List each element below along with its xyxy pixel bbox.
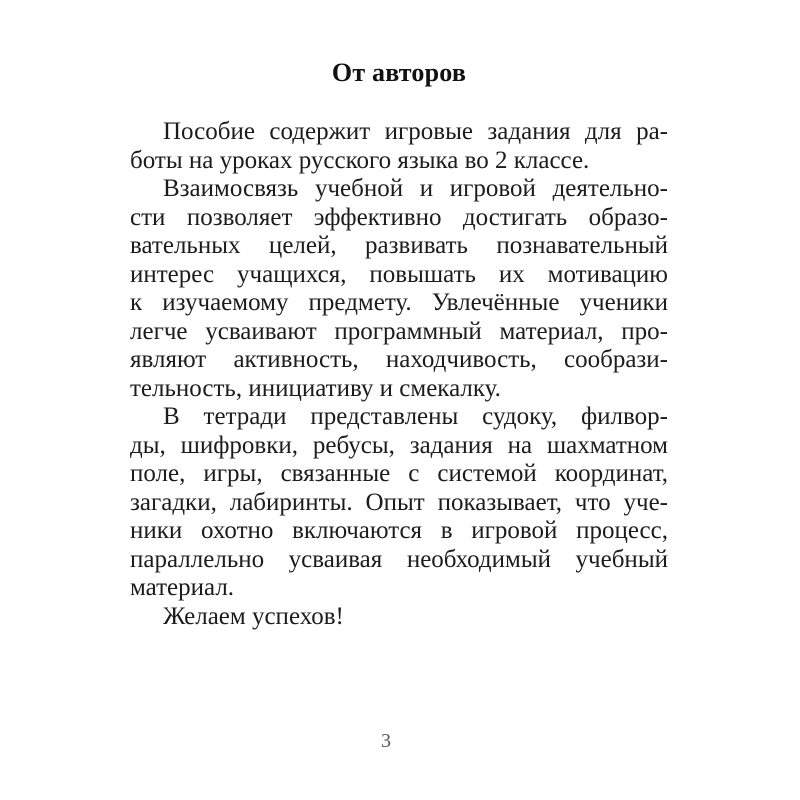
text-line: поле, игры, связанные с системой координат, [130, 460, 668, 487]
text-line: Взаимосвязь учебной и игровой деятельно- [163, 175, 668, 202]
text-line: загадки, лабиринты. Опыт показывает, что уче- [130, 488, 668, 516]
paragraph [130, 175, 668, 403]
text-line: сти позволяет эффективно достигать образо- [130, 203, 668, 231]
text-line: являют активность, находчивость, сообрази- [130, 346, 668, 373]
page-title: От авторов [331, 58, 467, 87]
text-line: легче усваивают программный материал, про- [130, 317, 668, 345]
paragraph [130, 118, 668, 175]
text-line: В тетради представлены судоку, филвор- [163, 403, 668, 430]
text-line: ники охотно включаются в игровой процесс, [130, 517, 668, 544]
paragraph [130, 403, 668, 603]
text-line: вательных целей, развивать познавательный [130, 232, 668, 259]
page-content [130, 58, 668, 631]
text-line: боты на уроках русского языка во 2 классе. [130, 146, 590, 174]
text-line: Пособие содержит игровые задания для ра- [163, 118, 668, 145]
text-line: параллельно усваивая необходимый учебный [130, 545, 668, 573]
body-text [130, 118, 668, 631]
text-line: ды, шифровки, ребусы, задания на шахматном [130, 431, 668, 459]
text-line: интерес учащихся, повышать их мотивацию [130, 260, 668, 288]
paragraph [130, 603, 668, 632]
text-line: материал. [130, 574, 235, 601]
text-line: Желаем успехов! [163, 602, 344, 630]
text-line: тельность, инициативу и смекалку. [130, 374, 501, 402]
text-line: к изучаемому предмету. Увлечённые ученики [130, 289, 668, 316]
page-number: 3 [381, 730, 391, 752]
